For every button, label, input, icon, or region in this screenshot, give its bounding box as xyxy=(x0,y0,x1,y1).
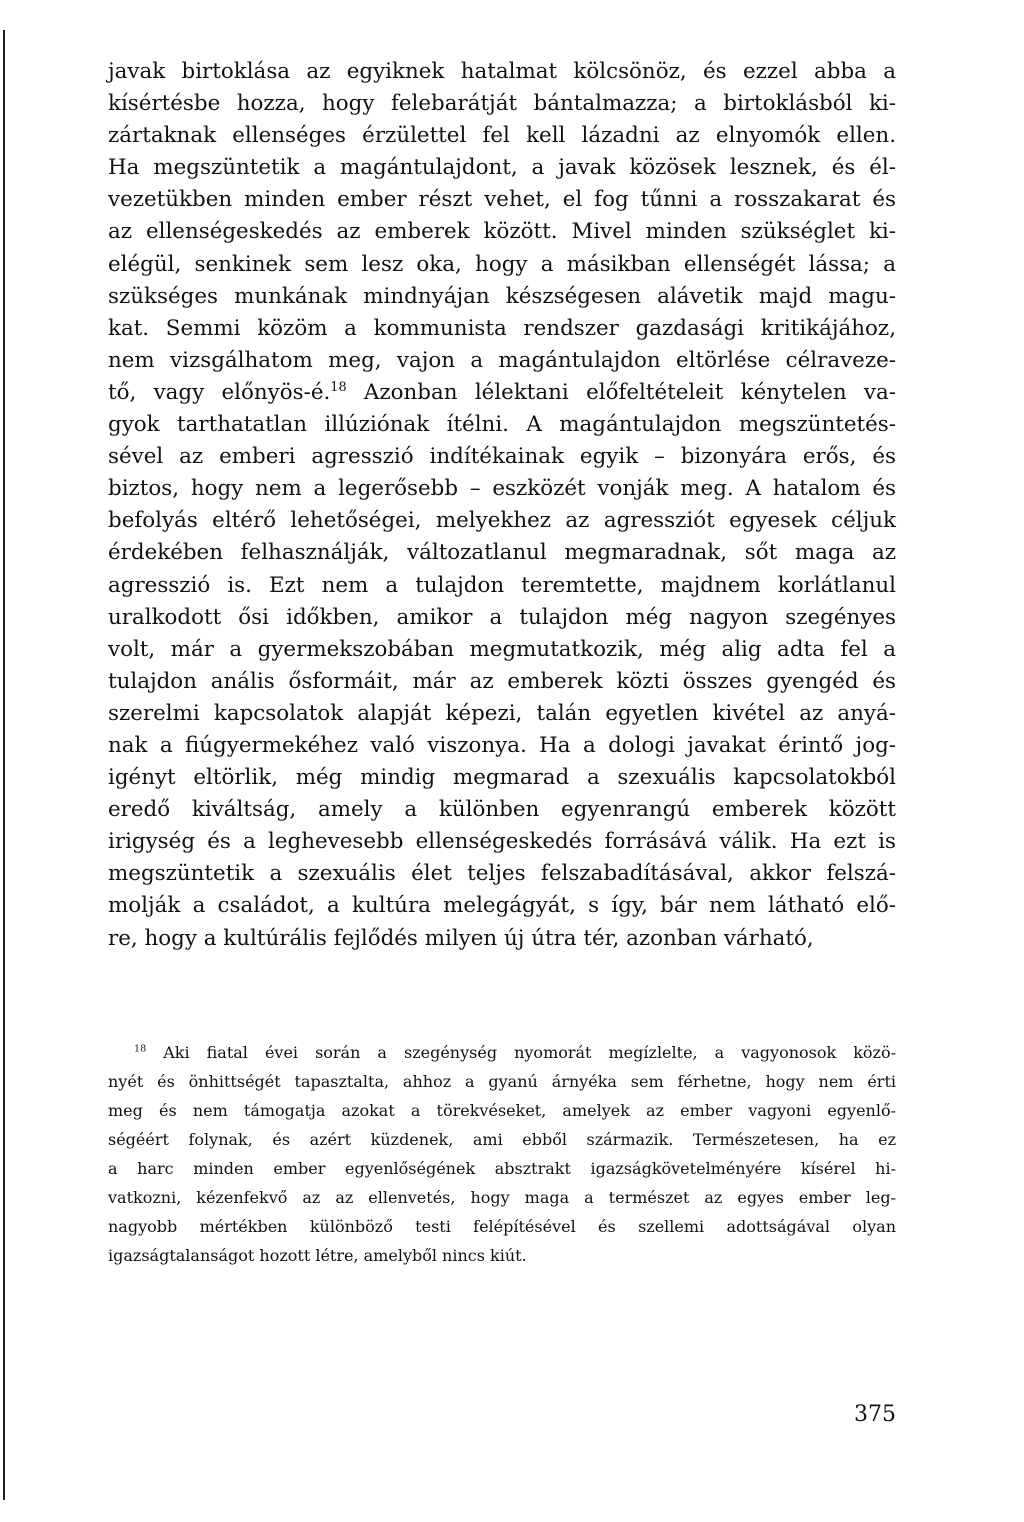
page-number: 375 xyxy=(854,1402,896,1427)
text-line: re, hogy a kultúrális fejlődés milyen új útra tér, azonban várható, xyxy=(108,925,814,951)
text-line: nem vizsgálhatom meg, vajon a magántulajdon eltörlése célraveze- xyxy=(108,347,896,373)
text-line: zártaknak ellenséges érzülettel fel kell lázadni az elnyomók ellen. xyxy=(108,123,896,149)
text-line: igényt eltörlik, még mindig megmarad a szexuális kapcsolatokból xyxy=(108,765,896,791)
footnote-line: vatkozni, kézenfekvő az az ellenvetés, hogy maga a természet az egyes ember leg- xyxy=(108,1188,896,1207)
footnote-line xyxy=(108,1038,896,1067)
scan-edge-line xyxy=(3,30,5,1500)
text-line: elégül, senkinek sem lesz oka, hogy a másikban ellenségét lássa; a xyxy=(108,251,896,277)
text-line: agresszió is. Ezt nem a tulajdon teremtette, majdnem korlátlanul xyxy=(108,572,896,598)
text-line: az ellenségeskedés az emberek között. Mivel minden szükséglet ki- xyxy=(108,219,896,245)
text-line: befolyás eltérő lehetőségei, melyekhez az agressziót egyesek céljuk xyxy=(108,508,896,534)
footnote-line: igazságtalanságot hozott létre, amelyből nincs kiút. xyxy=(108,1246,527,1265)
text-line: kísértésbe hozza, hogy felebarátját bántalmazza; a birtoklásból ki- xyxy=(108,91,896,117)
text-line: uralkodott ősi időkben, amikor a tulajdon még nagyon szegényes xyxy=(108,604,896,630)
text-fragment: tő, vagy előnyös-é. xyxy=(108,379,331,405)
text-line: eredő kiváltság, amely a különben egyenrangú emberek között xyxy=(108,797,896,823)
text-line: megszüntetik a szexuális élet teljes felszabadításával, akkor felszá- xyxy=(108,861,896,887)
text-line: javak birtoklása az egyiknek hatalmat kölcsönöz, és ezzel abba a xyxy=(108,59,896,84)
text-fragment: Azonban lélektani előfeltételeit kénytelen va- xyxy=(346,379,896,405)
footnote-text: Aki fiatal évei során a szegénység nyomorát megízlelte, a vagyonosok közö- xyxy=(146,1043,896,1062)
footnote-line: ségéért folynak, és azért küzdenek, ami ebből származik. Természetesen, ha ez xyxy=(108,1130,896,1149)
text-line: Ha megszüntetik a magántulajdont, a javak közösek lesznek, és él- xyxy=(108,155,896,181)
text-line: kat. Semmi közöm a kommunista rendszer gazdasági kritikájához, xyxy=(108,315,896,341)
text-line: irigység és a leghevesebb ellenségeskedés forrásává válik. Ha ezt is xyxy=(108,829,896,855)
footnote-line: nyét és önhittségét tapasztalta, ahhoz a gyanú árnyéka sem férhetne, hogy nem érti xyxy=(108,1072,896,1091)
text-line: volt, már a gyermekszobában megmutatkozik, még alig adta fel a xyxy=(108,636,896,662)
text-line: biztos, hogy nem a legerősebb – eszközét vonják meg. A hatalom és xyxy=(108,476,896,502)
text-line: gyok tarthatatlan illúziónak ítélni. A magántulajdon megszüntetés- xyxy=(108,412,896,438)
footnote-number: 18 xyxy=(134,1043,147,1055)
text-line-with-footnote-ref xyxy=(108,377,896,409)
footnote-line: a harc minden ember egyenlőségének absztrakt igazságkövetelményére kísérel hi- xyxy=(108,1159,896,1178)
text-line: szükséges munkának mindnyájan készségesen alávetik majd magu- xyxy=(108,283,896,309)
footnote-line: meg és nem támogatja azokat a törekvéseket, amelyek az ember vagyoni egyenlő- xyxy=(108,1101,896,1120)
footnote-block xyxy=(108,1038,896,1270)
text-line: sével az emberi agresszió indítékainak egyik – bizonyára erős, és xyxy=(108,444,896,470)
text-line: vezetükben minden ember részt vehet, el fog tűnni a rosszakarat és xyxy=(108,187,896,213)
text-line: szerelmi kapcsolatok alapját képezi, talán egyetlen kivétel az anyá- xyxy=(108,700,896,726)
text-line: molják a családot, a kultúra melegágyát, s így, bár nem látható elő- xyxy=(108,893,896,919)
text-line: nak a fiúgyermekéhez való viszonya. Ha a dologi javakat érintő jog- xyxy=(108,732,896,758)
footnote-reference[interactable]: 18 xyxy=(330,379,347,395)
footnote-line: nagyobb mértékben különböző testi felépítésével és szellemi adottságával olyan xyxy=(108,1217,896,1236)
body-text xyxy=(108,56,896,955)
text-line: tulajdon anális ősformáit, már az emberek közti összes gyengéd és xyxy=(108,668,896,694)
text-line: érdekében felhasználják, változatlanul megmaradnak, sőt maga az xyxy=(108,540,896,566)
